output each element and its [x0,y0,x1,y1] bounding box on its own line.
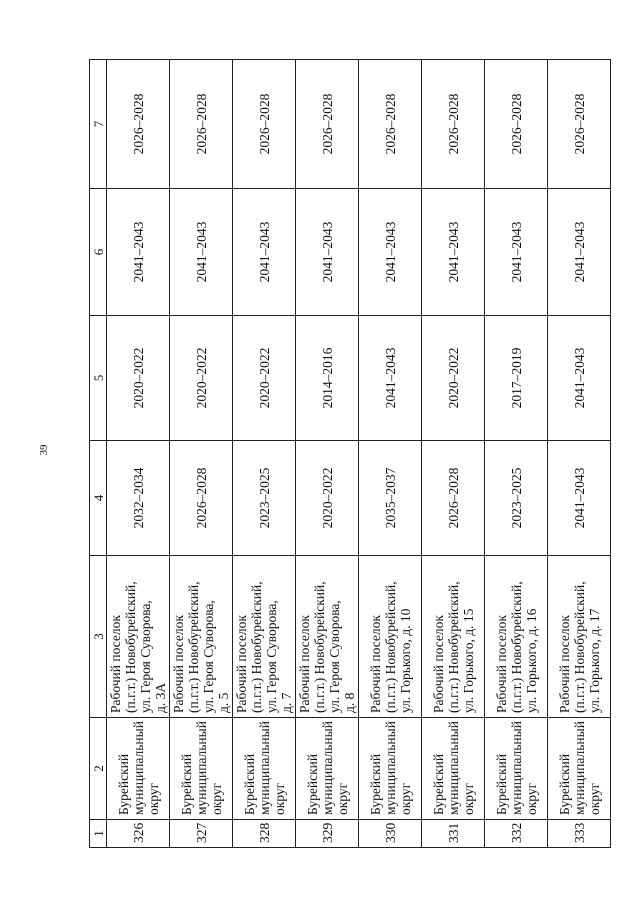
district-cell [548,718,611,820]
address-cell-line: ул. Героя Суворова, [327,600,342,713]
district-cell-line: округ [523,782,539,815]
period-col4: 2023–2025 [485,441,548,556]
column-header: 3 [90,556,107,718]
district-cell-line: округ [271,782,287,815]
address-cell-line: Рабочий поселок [556,615,572,713]
address-cell-line: д. 3А [153,682,168,713]
table-row [296,60,359,848]
district-cell-line: Бурейский [241,753,257,815]
column-header: 6 [90,189,107,316]
column-header: 1 [90,820,107,848]
address-cell-line: Рабочий поселок [367,615,383,713]
district-cell-line: муниципальный [256,721,272,815]
address-cell-line: ул. Героя Суворова, [264,600,279,713]
period-col5: 2020–2022 [170,316,233,441]
district-cell-line: муниципальный [508,721,524,815]
period-col7: 2026–2028 [548,60,611,189]
header-row [90,60,107,848]
district-cell-line: муниципальный [571,721,587,815]
address-cell-line: Рабочий поселок [297,615,312,713]
period-col6: 2041–2043 [296,189,359,316]
row-number: 332 [485,820,548,848]
district-cell-line: Бурейский [367,753,383,815]
table-row [359,60,422,848]
address-cell [485,556,548,718]
address-cell [296,556,359,718]
period-col6: 2041–2043 [485,189,548,316]
rotated-table-wrapper [89,60,610,848]
district-cell-line: округ [208,782,224,815]
period-col6: 2041–2043 [107,189,170,316]
district-cell-line: Бурейский [115,753,131,815]
period-col4: 2041–2043 [548,441,611,556]
district-cell-line: Бурейский [493,753,509,815]
row-number: 327 [170,820,233,848]
district-cell [107,718,170,820]
period-col5: 2020–2022 [422,316,485,441]
district-cell-line: муниципальный [319,721,335,815]
district-cell-line: округ [334,782,350,815]
period-col4: 2020–2022 [296,441,359,556]
period-col5: 2014–2016 [296,316,359,441]
period-col5: 2020–2022 [107,316,170,441]
address-cell-line: (п.г.т.) Новобурейский, [571,581,587,713]
page-number: 39 [38,444,50,456]
district-cell [296,718,359,820]
period-col7: 2026–2028 [107,60,170,189]
period-col6: 2041–2043 [233,189,296,316]
district-cell-line: муниципальный [193,721,209,815]
district-cell-line: округ [145,782,161,815]
address-cell-line: ул. Горького, д. 10 [397,608,413,713]
address-cell-line: ул. Горького, д. 17 [586,608,602,713]
table-row [422,60,485,848]
period-col5: 2041–2043 [548,316,611,441]
address-cell-line: ул. Горького, д. 15 [460,608,476,713]
period-col4: 2035–2037 [359,441,422,556]
address-cell [359,556,422,718]
address-cell-line: (п.г.т.) Новобурейский, [186,581,201,713]
column-header: 5 [90,316,107,441]
district-cell [359,718,422,820]
district-cell-line: Бурейский [430,753,446,815]
period-col4: 2032–2034 [107,441,170,556]
period-col5: 2020–2022 [233,316,296,441]
column-header: 2 [90,718,107,820]
housing-schedule-table [89,59,611,848]
column-header: 4 [90,441,107,556]
district-cell [485,718,548,820]
table-body [90,60,611,848]
address-cell-line: Рабочий поселок [493,615,509,713]
table-row [170,60,233,848]
district-cell-line: муниципальный [382,721,398,815]
period-col6: 2041–2043 [170,189,233,316]
address-cell-line: (п.г.т.) Новобурейский, [312,581,327,713]
address-cell-line: (п.г.т.) Новобурейский, [445,581,461,713]
table-row [548,60,611,848]
period-col6: 2041–2043 [422,189,485,316]
district-cell-line: муниципальный [445,721,461,815]
district-cell-line: Бурейский [178,753,194,815]
period-col7: 2026–2028 [170,60,233,189]
district-cell-line: Бурейский [304,753,320,815]
table-row [485,60,548,848]
district-cell-line: округ [586,782,602,815]
period-col6: 2041–2043 [359,189,422,316]
table-row [233,60,296,848]
row-number: 326 [107,820,170,848]
row-number: 328 [233,820,296,848]
address-cell [233,556,296,718]
address-cell [170,556,233,718]
row-number: 330 [359,820,422,848]
period-col7: 2026–2028 [485,60,548,189]
period-col7: 2026–2028 [422,60,485,189]
address-cell [107,556,170,718]
district-cell-line: Бурейский [556,753,572,815]
table-row [107,60,170,848]
address-cell-line: ул. Героя Суворова, [201,600,216,713]
address-cell-line: ул. Героя Суворова, [138,600,153,713]
period-col4: 2026–2028 [422,441,485,556]
period-col5: 2041–2043 [359,316,422,441]
address-cell [548,556,611,718]
district-cell [170,718,233,820]
period-col4: 2026–2028 [170,441,233,556]
district-cell-line: муниципальный [130,721,146,815]
address-cell-line: д. 8 [342,692,357,713]
address-cell-line: (п.г.т.) Новобурейский, [382,581,398,713]
address-cell-line: (п.г.т.) Новобурейский, [508,581,524,713]
period-col6: 2041–2043 [548,189,611,316]
address-cell-line: (п.г.т.) Новобурейский, [123,581,138,713]
period-col5: 2017–2019 [485,316,548,441]
row-number: 331 [422,820,485,848]
address-cell-line: Рабочий поселок [234,615,249,713]
period-col7: 2026–2028 [359,60,422,189]
address-cell-line: ул. Горького, д. 16 [523,608,539,713]
period-col7: 2026–2028 [296,60,359,189]
address-cell-line: Рабочий поселок [430,615,446,713]
column-header: 7 [90,60,107,189]
row-number: 329 [296,820,359,848]
address-cell-line: д. 5 [216,692,231,713]
period-col4: 2023–2025 [233,441,296,556]
district-cell-line: округ [397,782,413,815]
district-cell [422,718,485,820]
address-cell-line: Рабочий поселок [108,615,123,713]
district-cell-line: округ [460,782,476,815]
period-col7: 2026–2028 [233,60,296,189]
address-cell-line: Рабочий поселок [171,615,186,713]
district-cell [233,718,296,820]
row-number: 333 [548,820,611,848]
address-cell-line: д. 7 [279,692,294,713]
address-cell [422,556,485,718]
address-cell-line: (п.г.т.) Новобурейский, [249,581,264,713]
